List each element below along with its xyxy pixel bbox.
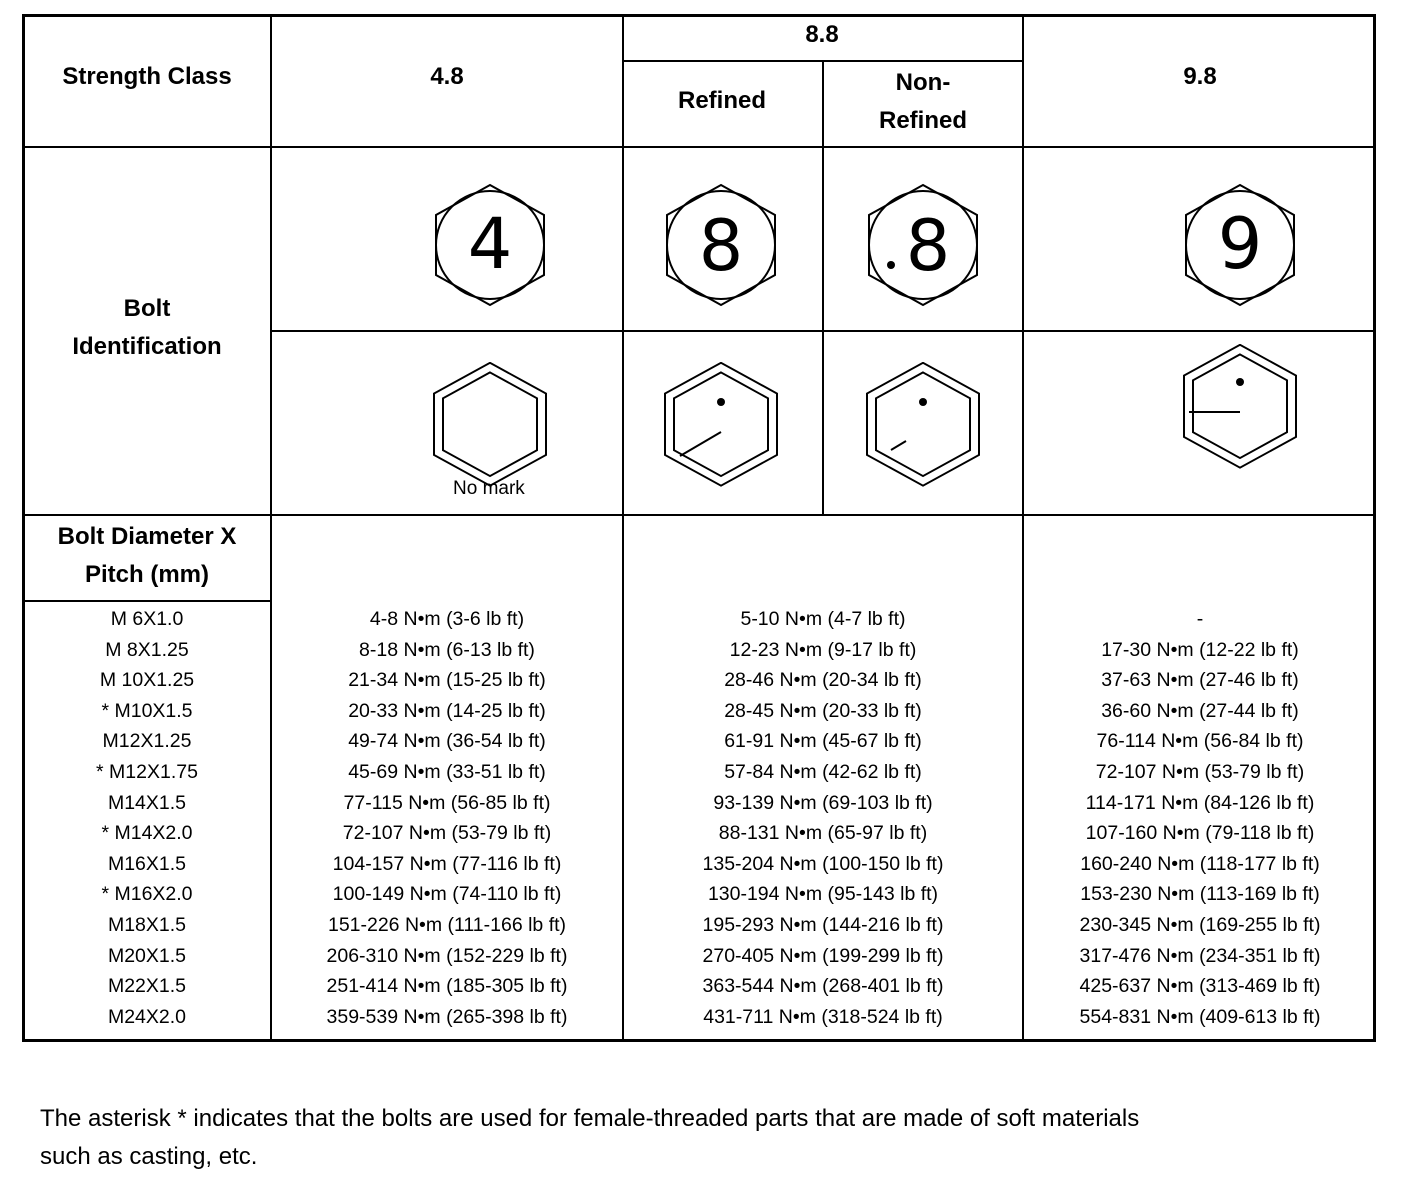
class-9-8-header: 9.8 <box>1183 63 1217 90</box>
torque-9-8-cell: - <box>1196 608 1204 630</box>
bolt-size-cell: M20X1.5 <box>107 944 187 967</box>
torque-8-8-cell: 270-405 N•m (199-299 lb ft) <box>702 944 944 967</box>
bolt-head-8-8-refined-icon <box>656 180 786 310</box>
bolt-size-cell: M 8X1.25 <box>105 638 189 661</box>
torque-4-8-cell: 49-74 N•m (36-54 lb ft) <box>348 730 546 753</box>
torque-8-8-cell: 431-711 N•m (318-524 lb ft) <box>703 1005 943 1028</box>
footnote-line: The asterisk * indicates that the bolts are used for female-threaded parts that are made of soft materials <box>40 1105 1140 1132</box>
refined-header: Refined <box>677 87 766 114</box>
grid-line <box>622 60 1023 62</box>
torque-4-8-cell: 8-18 N•m (6-13 lb ft) <box>359 638 535 661</box>
bolt-size-cell: M16X1.5 <box>107 852 187 875</box>
torque-4-8-cell: 251-414 N•m (185-305 lb ft) <box>326 975 568 998</box>
bolt-size-cell: * M16X2.0 <box>101 883 193 906</box>
torque-9-8-cell: 36-60 N•m (27-44 lb ft) <box>1101 699 1299 722</box>
grid-line <box>22 600 272 602</box>
bolt-mark-numeral: 9 <box>1217 203 1263 285</box>
torque-8-8-cell: 195-293 N•m (144-216 lb ft) <box>702 913 944 936</box>
non-refined-header-line2: Refined <box>878 107 967 134</box>
torque-9-8-cell: 425-637 N•m (313-469 lb ft) <box>1079 975 1321 998</box>
bolt-head-8-8-non-refined-icon <box>858 180 988 310</box>
footnote-line: such as casting, etc. <box>40 1143 258 1170</box>
torque-9-8-cell: 317-476 N•m (234-351 lb ft) <box>1079 944 1321 967</box>
bolt-size-cell: M12X1.25 <box>102 730 192 753</box>
bolt-face-8-8-refined-icon <box>656 362 786 492</box>
bolt-size-cell: M24X2.0 <box>107 1005 187 1028</box>
torque-4-8-cell: 20-33 N•m (14-25 lb ft) <box>348 699 546 722</box>
torque-8-8-cell: 57-84 N•m (42-62 lb ft) <box>724 760 922 783</box>
bolt-head-4-8-icon <box>425 180 555 310</box>
torque-8-8-cell: 5-10 N•m (4-7 lb ft) <box>740 608 906 630</box>
torque-8-8-cell: 363-544 N•m (268-401 lb ft) <box>702 975 944 998</box>
bolt-size-cell: M 6X1.0 <box>110 608 184 630</box>
bolt-mark-numeral: 8 <box>698 205 744 287</box>
torque-9-8-cell: 554-831 N•m (409-613 lb ft) <box>1079 1005 1321 1028</box>
torque-4-8-cell: 21-34 N•m (15-25 lb ft) <box>348 669 546 692</box>
torque-8-8-cell: 135-204 N•m (100-150 lb ft) <box>702 852 944 875</box>
torque-4-8-cell: 206-310 N•m (152-229 lb ft) <box>326 944 568 967</box>
non-refined-header-line1: Non- <box>895 69 951 96</box>
torque-4-8-cell: 72-107 N•m (53-79 lb ft) <box>342 822 552 845</box>
bolt-size-column <box>22 604 272 1032</box>
torque-9-8-cell: 72-107 N•m (53-79 lb ft) <box>1095 760 1305 783</box>
torque-8-8-cell: 61-91 N•m (45-67 lb ft) <box>724 730 922 753</box>
torque-8-8-cell: 12-23 N•m (9-17 lb ft) <box>729 638 917 661</box>
class-4-8-header: 4.8 <box>430 63 464 90</box>
bolt-size-cell: M 10X1.25 <box>99 669 195 692</box>
torque-9-8-cell: 76-114 N•m (56-84 lb ft) <box>1096 730 1304 753</box>
bolt-diameter-header-line2: Pitch (mm) <box>84 561 209 588</box>
torque-9-8-cell: 107-160 N•m (79-118 lb ft) <box>1085 822 1315 845</box>
bolt-head-9-8-icon <box>1175 180 1305 310</box>
grid-line <box>22 146 1376 148</box>
torque-8-8-cell: 28-45 N•m (20-33 lb ft) <box>724 699 922 722</box>
bolt-identification-label-line1: Bolt <box>123 295 171 322</box>
class-8-8-header: 8.8 <box>805 21 839 48</box>
grid-line <box>22 514 1376 516</box>
torque-8-8-cell: 93-139 N•m (69-103 lb ft) <box>713 791 933 814</box>
strength-class-label: Strength Class <box>62 63 232 90</box>
bolt-size-cell: * M10X1.5 <box>101 699 193 722</box>
torque-4-8-cell: 100-149 N•m (74-110 lb ft) <box>332 883 562 906</box>
asterisk-footnote <box>40 1100 1340 1176</box>
bolt-identification-label-line2: Identification <box>72 333 222 360</box>
torque-9-8-cell: 153-230 N•m (113-169 lb ft) <box>1080 883 1320 906</box>
grid-line <box>270 330 1376 332</box>
torque-8-8-cell: 130-194 N•m (95-143 lb ft) <box>707 883 939 906</box>
no-mark-label: No mark <box>453 478 525 499</box>
torque-9-8-cell: 37-63 N•m (27-46 lb ft) <box>1101 669 1299 692</box>
bolt-size-cell: M22X1.5 <box>107 975 187 998</box>
bolt-face-no-mark-icon <box>425 362 555 492</box>
torque-9-8-cell: 230-345 N•m (169-255 lb ft) <box>1079 913 1321 936</box>
bolt-size-cell: M14X1.5 <box>107 791 187 814</box>
bolt-size-cell: M18X1.5 <box>107 913 187 936</box>
bolt-diameter-header-line1: Bolt Diameter X <box>57 523 237 550</box>
torque-8-8-cell: 88-131 N•m (65-97 lb ft) <box>718 822 928 845</box>
torque-8-8-column <box>624 604 1022 1032</box>
bolt-mark-numeral: 8 <box>905 205 951 287</box>
torque-9-8-cell: 160-240 N•m (118-177 lb ft) <box>1080 852 1320 875</box>
torque-4-8-cell: 151-226 N•m (111-166 lb ft) <box>327 913 567 936</box>
torque-4-8-cell: 104-157 N•m (77-116 lb ft) <box>332 852 562 875</box>
bolt-size-cell: * M14X2.0 <box>101 822 193 845</box>
bolt-size-cell: * M12X1.75 <box>96 760 198 783</box>
bolt-mark-numeral: 4 <box>467 203 513 285</box>
bolt-face-8-8-non-refined-icon <box>858 362 988 492</box>
torque-8-8-cell: 28-46 N•m (20-34 lb ft) <box>724 669 922 692</box>
torque-9-8-cell: 17-30 N•m (12-22 lb ft) <box>1101 638 1299 661</box>
torque-4-8-cell: 45-69 N•m (33-51 lb ft) <box>348 760 546 783</box>
torque-9-8-cell: 114-171 N•m (84-126 lb ft) <box>1085 791 1315 814</box>
bolt-face-9-8-icon <box>1175 344 1305 474</box>
torque-4-8-cell: 4-8 N•m (3-6 lb ft) <box>369 608 525 630</box>
torque-4-8-cell: 359-539 N•m (265-398 lb ft) <box>326 1005 568 1028</box>
torque-9-8-column <box>1024 604 1376 1032</box>
torque-4-8-column <box>272 604 622 1032</box>
torque-4-8-cell: 77-115 N•m (56-85 lb ft) <box>343 791 551 814</box>
